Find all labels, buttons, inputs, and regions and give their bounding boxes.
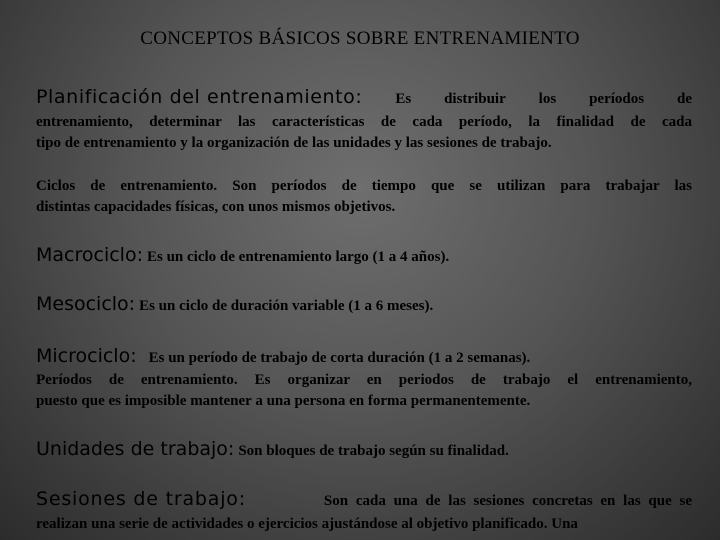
slide-title: CONCEPTOS BÁSICOS SOBRE ENTRENAMIENTO (140, 28, 580, 49)
planificacion-paragraph (36, 86, 692, 154)
sesiones-paragraph (36, 488, 692, 535)
mesociclo-term: Mesociclo: (36, 293, 136, 315)
sesiones-line-1 (36, 488, 692, 512)
periodos-paragraph (36, 370, 692, 412)
microciclo-definition: Es un período de trabajo de corta duración (1 a 2 semanas). (148, 350, 531, 366)
sesiones-definition: Son cada una de las sesiones concretas en las que se (323, 493, 692, 509)
planificacion-word: los (538, 91, 557, 107)
periodos-line-2: puesto que es imposible mantener a una persona en forma permanentemente. (36, 393, 531, 409)
unidades-definition: Son bloques de trabajo según su finalidad. (238, 443, 509, 459)
macrociclo-definition: Es un ciclo de entrenamiento largo (1 a 4 años). (146, 249, 450, 265)
microciclo-paragraph (36, 345, 692, 369)
unidades-term: Unidades de trabajo: (36, 438, 235, 460)
planificacion-word: Es (395, 91, 412, 107)
unidades-paragraph (36, 438, 692, 462)
macrociclo-paragraph (36, 244, 692, 268)
planificacion-line-3: tipo de entrenamiento y la organización de las unidades y las sesiones de trabajo. (36, 135, 552, 151)
planificacion-word: distribuir (444, 91, 506, 107)
ciclos-paragraph (36, 176, 692, 218)
ciclos-line-1: Ciclos de entrenamiento. Son períodos de tiempo que se utilizan para trabajar las (36, 178, 692, 194)
planificacion-word: de (677, 91, 692, 107)
mesociclo-definition: Es un ciclo de duración variable (1 a 6 meses). (139, 298, 434, 314)
planificacion-word: períodos (589, 91, 645, 107)
planificacion-term: Planificación del entrenamiento: (36, 86, 363, 108)
sesiones-line-2: realizan una serie de actividades o ejercicios ajustándose al objetivo planificado. Una (36, 516, 578, 532)
ciclos-line-2: distintas capacidades físicas, con unos mismos objetivos. (36, 199, 396, 215)
microciclo-term: Microciclo: (36, 345, 137, 367)
periodos-line-1: Períodos de entrenamiento. Es organizar en periodos de trabajo el entrenamiento, (36, 372, 692, 388)
planificacion-line-1 (36, 86, 692, 110)
mesociclo-paragraph (36, 293, 692, 317)
macrociclo-term: Macrociclo: (36, 244, 143, 266)
sesiones-term: Sesiones de trabajo: (36, 488, 246, 510)
planificacion-line-2: entrenamiento, determinar las características de cada período, la finalidad de cada (36, 114, 692, 130)
